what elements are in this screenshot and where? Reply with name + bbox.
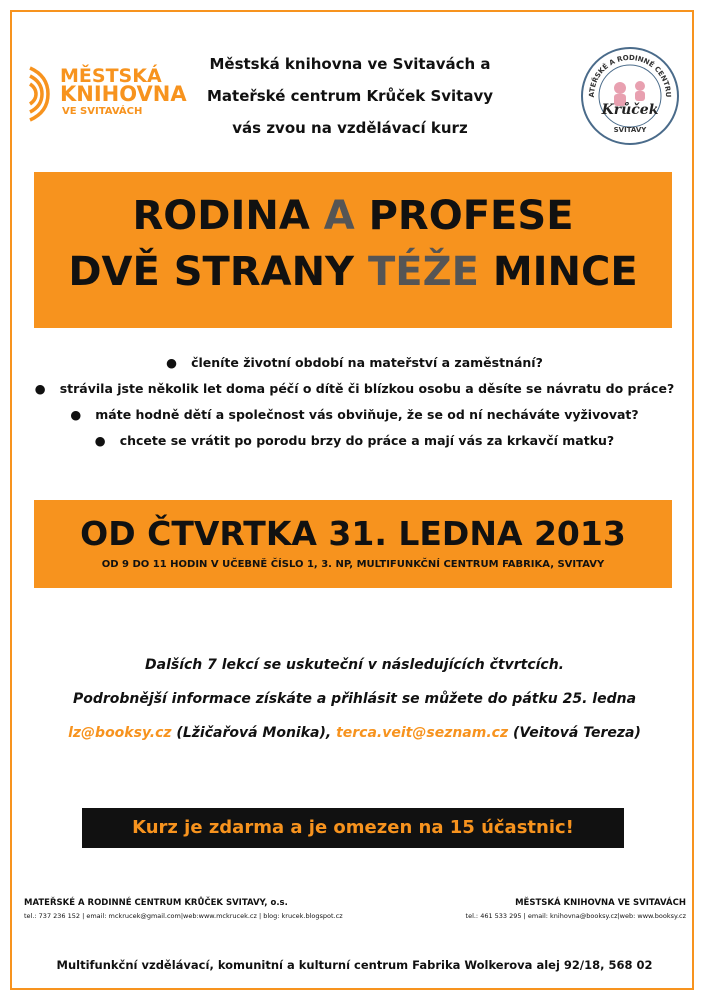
bullet-icon: ● — [166, 355, 178, 370]
list-item — [20, 376, 689, 402]
header-line-2: Mateřské centrum Krůček Svitavy — [206, 87, 494, 105]
list-item-text: strávila jste několik let doma péčí o dítě či blízkou osobu a děsíte se návratu do práce? — [59, 381, 675, 396]
header-line-1: Městská knihovna ve Svitavách a — [209, 55, 491, 73]
bullet-icon: ● — [94, 433, 106, 448]
footer-left — [24, 896, 424, 922]
library-logo-line2: KNIHOVNA — [60, 82, 187, 106]
footer-right — [420, 896, 686, 922]
date-details: OD 9 DO 11 HODIN V UČEBNĚ ČÍSLO 1, 3. NP, MULTIFUNKČNÍ CENTRUM FABRIKA, SVITAVY — [101, 559, 605, 570]
title-line-2 — [34, 244, 672, 300]
invitation-header — [180, 48, 520, 144]
library-k-arcs-icon — [26, 64, 60, 124]
free-course-banner: Kurz je zdarma a je omezen na 15 účastnic! — [82, 808, 624, 848]
title-highlight: TÉŽE — [367, 249, 479, 295]
footer-address: Multifunkční vzdělávací, komunitní a kulturní centrum Fabrika Wolkerova alej 92/18, 568 02 — [56, 958, 653, 972]
title-text: DVĚ STRANY — [68, 249, 368, 295]
email-link-1[interactable]: lz@booksy.cz — [68, 725, 172, 741]
email-link-2[interactable]: terca.veit@seznam.cz — [336, 725, 509, 741]
footer-right-org: MĚSTSKÁ KNIHOVNA VE SVITAVÁCH — [515, 898, 686, 908]
library-logo — [26, 64, 186, 126]
list-item-text: chcete se vrátit po porodu brzy do práce a mají vás za krkavčí matku? — [119, 433, 615, 448]
bullet-icon: ● — [70, 407, 82, 422]
bullet-icon: ● — [34, 381, 46, 396]
info-line-1: Dalších 7 lekcí se uskuteční v následujících čtvrtcích. — [145, 657, 564, 673]
header-line-3: vás zvou na vzdělávací kurz — [232, 119, 468, 137]
title-text: PROFESE — [354, 193, 574, 239]
krucek-logo — [578, 44, 682, 148]
title-banner — [34, 172, 672, 328]
title-line-1 — [34, 188, 672, 244]
date-banner — [34, 500, 672, 588]
library-logo-line3: VE SVITAVÁCH — [62, 106, 143, 117]
footer-left-contact: tel.: 737 236 152 | email: mckrucek@gmail.com|web:www.mckrucek.cz | blog: krucek.blogspot.cz — [24, 912, 343, 920]
seal-city: SVITAVY — [613, 126, 647, 134]
list-item — [20, 350, 689, 376]
contact-name-2: (Veitová Tereza) — [508, 725, 641, 741]
question-list — [20, 350, 689, 454]
title-text: MINCE — [478, 249, 638, 295]
krucek-seal-icon — [578, 44, 682, 148]
contact-line — [20, 716, 689, 750]
title-text: RODINA — [132, 193, 324, 239]
seal-arc-text: ATEŘSKÉ A RODINNÉ CENTRU — [587, 53, 673, 98]
list-item — [20, 402, 689, 428]
date-main: OD ČTVRTKA 31. LEDNA 2013 — [80, 514, 626, 553]
info-section — [20, 648, 689, 750]
library-logo-line1: MĚSTSKÁ — [60, 65, 162, 87]
title-highlight: A — [323, 193, 355, 239]
info-line-2: Podrobnější informace získáte a přihlásit se můžete do pátku 25. ledna — [72, 691, 637, 707]
list-item — [20, 428, 689, 454]
list-item-text: máte hodně dětí a společnost vás obviňuje, že se od ní necháváte vyživovat? — [95, 407, 639, 422]
list-item-text: členíte životní období na mateřství a zaměstnání? — [191, 355, 543, 370]
footer-left-org: MATEŘSKÉ A RODINNÉ CENTRUM KRŮČEK SVITAVY, o.s. — [24, 898, 288, 908]
footer-right-contact: tel.: 461 533 295 | email: knihovna@booksy.cz|web: www.booksy.cz — [465, 912, 686, 920]
seal-name: Krůček — [601, 102, 659, 118]
contact-name-1: (Lžičařová Monika), — [171, 725, 337, 741]
